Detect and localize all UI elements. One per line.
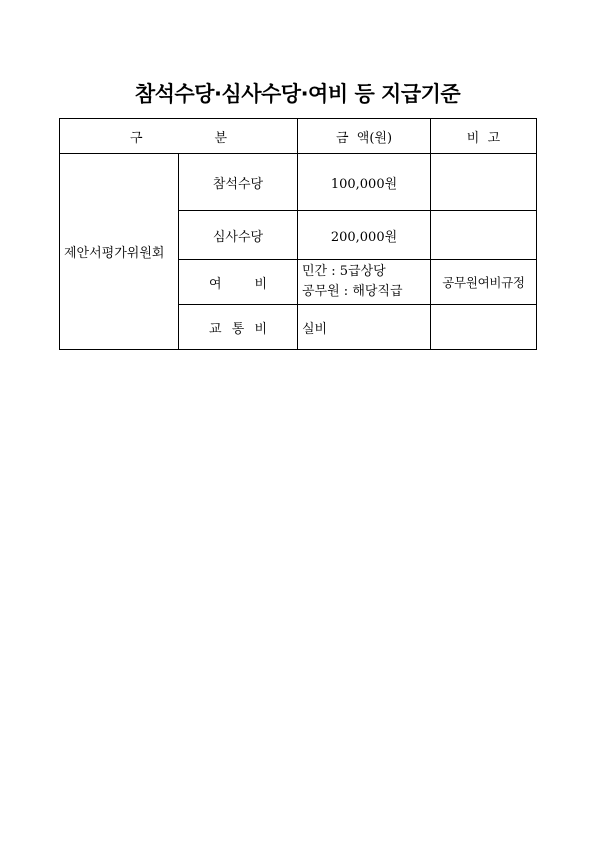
item-part: 교 [209,321,222,337]
item-cell: 심사수당 [179,211,298,260]
item-part: 통 [231,321,245,337]
amount-line: 민간 : 5급상당 [302,264,386,279]
table-header-row [60,119,537,154]
amount-cell: 200,000원 [298,211,431,260]
header-category [60,119,298,154]
amount-cell: 100,000원 [298,154,431,211]
item-part: 비 [254,321,267,337]
item-cell [179,305,298,350]
group-label-cell: 제안서평가위원회 [60,154,179,350]
document-title: 참석수당·심사수당·여비 등 지급기준 [134,82,461,106]
remarks-cell: 공무원여비규정 [431,260,537,305]
item-part: 여 [209,276,222,292]
header-category-part1: 구 [129,130,143,146]
payment-criteria-table [59,118,537,350]
item-cell [179,260,298,305]
remarks-cell [431,305,537,350]
remarks-cell [431,154,537,211]
amount-line: 공무원 : 해당직급 [302,284,403,299]
item-part: 비 [254,276,267,292]
header-remarks: 비 고 [431,119,537,154]
amount-cell: 실비 [298,305,431,350]
amount-cell [298,260,431,305]
table-row [60,154,537,211]
item-cell: 참석수당 [179,154,298,211]
header-category-part2: 분 [214,130,228,146]
header-amount: 금 액(원) [298,119,431,154]
remarks-cell [431,211,537,260]
